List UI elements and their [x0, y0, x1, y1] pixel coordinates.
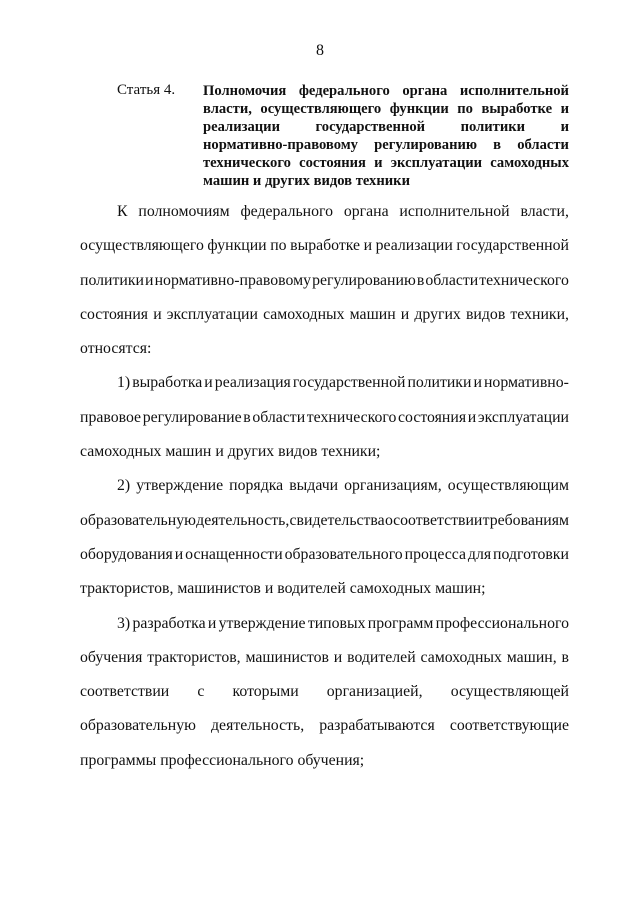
body-word: и — [204, 374, 213, 392]
body-word: образовательного — [284, 545, 403, 563]
article-title — [203, 82, 569, 190]
body-word: регулированию — [312, 271, 416, 289]
title-word: государственной — [315, 119, 426, 135]
body-word: обучения — [80, 648, 143, 666]
article-title-line — [203, 154, 569, 172]
body-word: 1) — [117, 374, 131, 392]
body-word: осуществляющего — [80, 237, 204, 255]
body-line — [80, 744, 569, 778]
body-word: власти, — [520, 203, 569, 220]
body-line — [80, 195, 569, 229]
body-word: с — [197, 683, 205, 701]
title-word: органа — [402, 83, 448, 99]
body-word: образовательную — [80, 717, 196, 735]
body-word: для — [467, 545, 492, 563]
body-word: области — [252, 408, 306, 426]
body-word: разработка — [132, 614, 206, 632]
body-word: реализация — [214, 374, 291, 392]
body-word: технического — [306, 408, 397, 426]
body-word: и — [145, 271, 154, 289]
body-word: соответствии — [80, 683, 170, 701]
body-word: выработке — [290, 237, 361, 255]
article-title-line — [203, 172, 569, 190]
body-word: видов — [465, 305, 506, 323]
body-word: требованиям — [482, 511, 569, 529]
body-word: эксплуатации — [166, 305, 258, 323]
body-word: технического — [479, 271, 569, 289]
body-word: машинистов — [245, 648, 329, 666]
body-line — [80, 366, 569, 400]
title-word: регулированию — [374, 137, 478, 153]
title-word: состояния — [299, 155, 366, 171]
body-word: состояния — [80, 305, 149, 323]
body-word: утверждение — [218, 614, 306, 632]
body-line — [80, 572, 569, 606]
article-title-line — [203, 118, 569, 136]
body-word: 3) — [117, 614, 131, 632]
title-word: по — [457, 101, 473, 117]
title-word: и — [560, 119, 569, 135]
body-word: которыми — [232, 683, 299, 701]
body-word: соответствующие — [449, 717, 569, 735]
title-word: выработке — [481, 101, 553, 117]
body-word: порядка — [229, 477, 284, 495]
body-word: техники, — [510, 305, 569, 323]
body-word: государственной — [292, 374, 406, 392]
body-line — [80, 298, 569, 332]
body-word: и — [473, 374, 482, 392]
title-word: Полномочия — [203, 83, 287, 99]
body-word: выработка — [132, 374, 203, 392]
page-number: 8 — [316, 42, 324, 59]
body-word: трактористов, машинистов и водителей самоходных машин; — [80, 580, 486, 598]
body-word: машин, — [506, 648, 557, 666]
body-word: состояния — [398, 408, 467, 426]
title-word: исполнительной — [459, 83, 569, 99]
title-word: реализации — [203, 119, 281, 135]
title-word: машин и других видов техники — [203, 173, 410, 189]
body-word: полномочиям — [138, 203, 230, 220]
body-word: нормативно- — [483, 374, 569, 392]
body-line — [80, 435, 569, 469]
body-line — [80, 469, 569, 503]
body-line — [80, 504, 569, 538]
body-word: образовательную — [80, 511, 196, 529]
body-word: по — [270, 237, 287, 255]
article-title-line — [203, 82, 569, 100]
title-word: в — [493, 137, 502, 153]
body-word: органа — [343, 203, 389, 220]
article-label: Статья 4. — [117, 82, 176, 98]
body-line — [80, 675, 569, 709]
body-word: и — [363, 237, 373, 255]
title-word: функции — [389, 101, 449, 117]
body-word: нормативно-правовому — [154, 271, 311, 289]
body-word: оснащенности — [185, 545, 283, 563]
body-word: самоходных — [263, 305, 345, 323]
body-line — [80, 538, 569, 572]
article-title-line — [203, 100, 569, 118]
body-word: и — [400, 305, 410, 323]
body-word: в — [243, 408, 251, 426]
body-word: политики — [407, 374, 472, 392]
body-word: соответствии — [393, 511, 483, 529]
body-line — [80, 401, 569, 435]
body-word: исполнительной — [399, 203, 510, 220]
body-word: трактористов, — [147, 648, 241, 666]
body-word: типовых — [307, 614, 366, 632]
body-text — [80, 195, 569, 778]
body-word: области — [425, 271, 479, 289]
body-word: политики — [80, 271, 144, 289]
body-word: подготовки — [493, 545, 569, 563]
title-word: эксплуатации — [390, 155, 483, 171]
body-word: федерального — [240, 203, 333, 220]
body-word: правовое — [80, 408, 142, 426]
body-word: о — [384, 511, 393, 529]
body-word: оборудования — [80, 545, 173, 563]
body-line — [80, 264, 569, 298]
body-word: организацией, — [326, 683, 423, 701]
body-word: 2) — [117, 477, 131, 495]
title-word: осуществляющего — [260, 101, 382, 117]
body-word: других — [414, 305, 461, 323]
body-word: процесса — [404, 545, 466, 563]
body-word: в — [561, 648, 569, 666]
body-word: машин — [349, 305, 396, 323]
body-word: относятся: — [80, 340, 152, 358]
title-word: политики — [460, 119, 526, 135]
body-word: утверждение — [136, 477, 224, 495]
body-word: и — [153, 305, 162, 323]
body-word: и — [333, 648, 343, 666]
body-word: разрабатываются — [319, 717, 435, 735]
body-word: деятельность, — [211, 717, 305, 735]
body-word: регулирование — [142, 408, 242, 426]
body-line — [80, 641, 569, 675]
body-word: самоходных — [420, 648, 502, 666]
title-word: технического — [203, 155, 291, 171]
body-word: реализации — [375, 237, 453, 255]
body-word: свидетельства — [289, 511, 385, 529]
body-word: и — [207, 614, 217, 632]
body-word: самоходных машин и других видов техники; — [80, 443, 381, 461]
title-word: области — [517, 137, 569, 153]
body-word: в — [416, 271, 425, 289]
body-word: и — [174, 545, 184, 563]
body-line — [80, 607, 569, 641]
body-word: выдачи — [289, 477, 339, 495]
body-word: деятельность, — [196, 511, 290, 529]
body-word: водителей — [347, 648, 416, 666]
body-word: организациям, — [344, 477, 442, 495]
title-word: власти, — [203, 101, 252, 117]
body-line — [80, 229, 569, 263]
body-line — [80, 709, 569, 743]
body-word: эксплуатации — [477, 408, 569, 426]
body-word: функции — [207, 237, 267, 255]
body-word: осуществляющим — [447, 477, 569, 495]
body-word: осуществляющей — [450, 683, 569, 701]
body-word: государственной — [456, 237, 569, 255]
body-word: профессионального — [435, 614, 569, 632]
body-word: и — [467, 408, 477, 426]
article-title-line — [203, 136, 569, 154]
body-word: программы профессионального обучения; — [80, 751, 365, 769]
title-word: самоходных — [490, 155, 569, 171]
title-word: и — [560, 101, 569, 117]
title-word: нормативно-правовому — [203, 137, 358, 153]
body-line — [80, 332, 569, 366]
body-word: программ — [367, 614, 434, 632]
title-word: и — [374, 155, 383, 171]
title-word: федерального — [298, 83, 390, 99]
body-word: К — [117, 203, 128, 220]
